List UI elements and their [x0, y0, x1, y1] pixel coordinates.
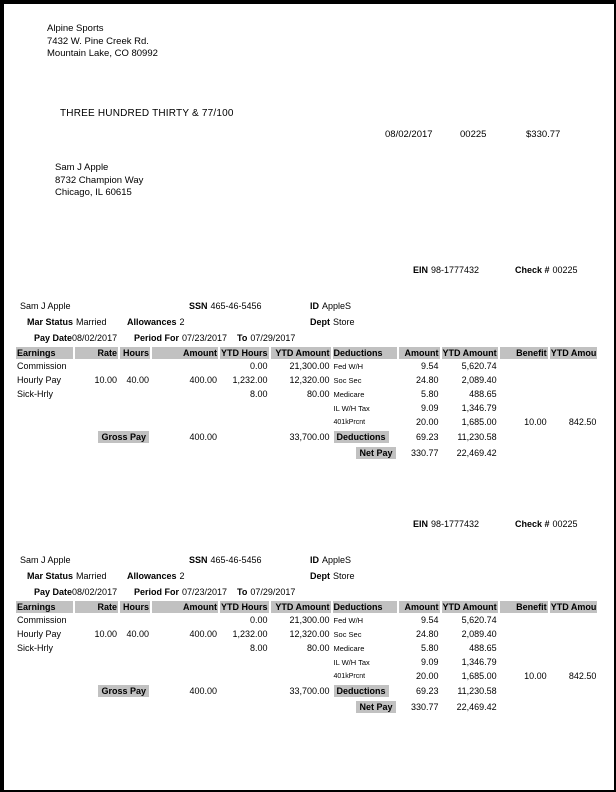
- cell-ytd-hours: [220, 415, 269, 429]
- ein-group: [413, 265, 479, 275]
- pay-date-value: 08/02/2017: [72, 333, 118, 343]
- cell-hours: 40.00: [126, 629, 149, 639]
- company-address-line2: Mountain Lake, CO 80992: [47, 48, 158, 59]
- cell-deduction: Fed W/H: [333, 615, 364, 625]
- header-ytd-amou: YTD Amou: [550, 602, 597, 612]
- cell-hours: [120, 387, 150, 401]
- cell-amount: [152, 613, 218, 627]
- cell-ytd-hours: 1,232.00: [232, 375, 268, 385]
- header-deductions: Deductions: [333, 601, 397, 613]
- cell-amount: [152, 655, 218, 669]
- earnings-deductions-table: [14, 601, 599, 715]
- gross-pay-row: [16, 683, 597, 699]
- pay-stub-bottom: [4, 509, 614, 741]
- header-rate: Rate: [75, 347, 118, 359]
- payee-address-line2: Chicago, IL 60615: [55, 187, 132, 198]
- cell-ded-amount: 9.09: [420, 657, 439, 667]
- employee-id-label: ID: [310, 555, 319, 565]
- cell-hours: [120, 415, 150, 429]
- department-value: Store: [333, 571, 355, 581]
- cell-benefit: 10.00: [524, 417, 547, 427]
- deductions-total-label: Deductions: [334, 431, 389, 443]
- employee-id-label: ID: [310, 301, 319, 311]
- cell-ytd-amount: [271, 655, 331, 669]
- cell-benefit: [500, 655, 548, 669]
- cell-ded-ytd: 5,620.74: [461, 615, 497, 625]
- cell-rate: 10.00: [94, 375, 117, 385]
- marital-status-value: Married: [76, 317, 107, 327]
- cell-ytd-hours: [220, 669, 269, 683]
- period-end-value: 07/29/2017: [250, 333, 296, 343]
- check-amount: $330.77: [526, 129, 561, 140]
- cell-amount: [152, 641, 218, 655]
- cell-ded-amount: 9.09: [420, 403, 439, 413]
- marital-status-label: Mar Status: [27, 317, 74, 327]
- gross-pay-cell: [75, 429, 150, 445]
- cell-deduction: Fed W/H: [333, 361, 364, 371]
- cell-amount: [152, 387, 218, 401]
- net-pay-row: [16, 445, 597, 461]
- allowances-group: [127, 571, 185, 581]
- table-row: [16, 613, 597, 627]
- cell-earnings: [16, 669, 73, 683]
- cell-benefit: [500, 387, 548, 401]
- net-pay-amount: 330.77: [410, 702, 439, 712]
- gross-pay-label: Gross Pay: [98, 431, 149, 443]
- cell-ded-ytd: 1,346.79: [461, 403, 497, 413]
- gross-amount: 400.00: [189, 432, 217, 442]
- cell-hours: [120, 669, 150, 683]
- payee-address-line1: 8732 Champion Way: [55, 174, 144, 186]
- allowances-group: [127, 317, 185, 327]
- period-to-group: [237, 587, 295, 597]
- period-end-value: 07/29/2017: [250, 587, 296, 597]
- earnings-deductions-table: [14, 347, 599, 461]
- cell-hours: [120, 641, 150, 655]
- cell-ded-amount: 20.00: [415, 671, 439, 681]
- header-hours: Hours: [120, 347, 150, 359]
- cell-benefit-ytd: [550, 655, 598, 669]
- cell-rate: [75, 655, 118, 669]
- gross-ytd-amount: 33,700.00: [289, 686, 330, 696]
- header-amount: Amount: [152, 347, 218, 359]
- cell-ytd-hours: [220, 401, 269, 415]
- net-pay-cell: [333, 445, 397, 461]
- table-row: [16, 387, 597, 401]
- department-value: Store: [333, 317, 355, 327]
- cell-ytd-hours: [220, 655, 269, 669]
- pay-date-label: Pay Date: [34, 333, 73, 343]
- cell-deduction: Medicare: [333, 643, 365, 653]
- table-row: [16, 655, 597, 669]
- department-label: Dept: [310, 571, 330, 581]
- net-pay-ytd: 22,469.42: [456, 448, 497, 458]
- table-row: [16, 627, 597, 641]
- cell-earnings: Commission: [17, 361, 67, 371]
- employee-id-value: AppleS: [322, 301, 352, 311]
- marital-status-label: Mar Status: [27, 571, 74, 581]
- header-amount: Amount: [152, 601, 218, 613]
- deductions-total-ytd: 11,230.58: [457, 432, 497, 442]
- employee-name: Sam J Apple: [20, 301, 71, 311]
- company-address-line1: 7432 W. Pine Creek Rd.: [47, 35, 149, 47]
- employee-id-group: [310, 555, 351, 565]
- table-row: [16, 669, 597, 683]
- cell-rate: [75, 401, 118, 415]
- cell-benefit-ytd: [550, 627, 598, 641]
- cell-ded-ytd: 488.65: [469, 389, 497, 399]
- cell-benefit: [500, 401, 548, 415]
- pay-date-group: [34, 333, 117, 343]
- ssn-value: 465-46-5456: [210, 555, 262, 565]
- cell-ded-ytd: 1,685.00: [461, 671, 497, 681]
- cell-ded-ytd: 2,089.40: [461, 375, 497, 385]
- cell-ytd-amount: 21,300.00: [289, 615, 330, 625]
- header-rate: Rate: [75, 601, 118, 613]
- header-hours: Hours: [120, 601, 150, 613]
- cell-ytd-hours: 0.00: [249, 361, 268, 371]
- cell-amount: [152, 359, 218, 373]
- header-earnings: Earnings: [16, 601, 73, 613]
- cell-earnings: [16, 401, 73, 415]
- period-for-label: Period For: [134, 333, 180, 343]
- cell-benefit: [500, 627, 548, 641]
- gross-pay-cell: [75, 683, 150, 699]
- cell-ded-ytd: 5,620.74: [461, 361, 497, 371]
- period-for-group: [134, 587, 227, 597]
- cell-ytd-amount: 21,300.00: [289, 361, 330, 371]
- deductions-total-amount: 69.23: [415, 432, 439, 442]
- cell-ytd-amount: [271, 401, 331, 415]
- cell-earnings: [16, 655, 73, 669]
- cell-benefit: [500, 641, 548, 655]
- department-label: Dept: [310, 317, 330, 327]
- ssn-label: SSN: [189, 555, 208, 565]
- cell-ytd-amount: 80.00: [306, 389, 330, 399]
- table-row: [16, 415, 597, 429]
- deductions-total-cell: [333, 429, 397, 445]
- gross-pay-label: Gross Pay: [98, 685, 149, 697]
- cell-ded-amount: 20.00: [415, 417, 439, 427]
- department-group: [310, 317, 355, 327]
- cell-ded-ytd: 1,346.79: [461, 657, 497, 667]
- cell-benefit-ytd: [550, 373, 598, 387]
- period-to-label: To: [237, 587, 248, 597]
- cell-benefit: [500, 613, 548, 627]
- cell-deduction: IL W/H Tax: [333, 657, 370, 667]
- company-address-block: [47, 23, 158, 61]
- period-start-value: 07/23/2017: [182, 333, 228, 343]
- ein-label: EIN: [413, 519, 429, 529]
- check-number-label: Check #: [515, 265, 550, 275]
- deductions-total-label: Deductions: [334, 685, 389, 697]
- net-pay-row: [16, 699, 597, 715]
- net-pay-amount: 330.77: [410, 448, 439, 458]
- check-number-value: 00225: [552, 265, 578, 275]
- employee-id-group: [310, 301, 351, 311]
- period-to-group: [237, 333, 295, 343]
- table-row: [16, 641, 597, 655]
- header-ded-amount: Amount: [399, 347, 440, 359]
- net-pay-label: Net Pay: [356, 701, 395, 713]
- cell-benefit: [500, 359, 548, 373]
- ssn-label: SSN: [189, 301, 208, 311]
- cell-earnings: Hourly Pay: [17, 375, 62, 385]
- check-number-group: [515, 519, 578, 529]
- table-header-row: [16, 601, 597, 613]
- cell-ded-amount: 5.80: [420, 389, 439, 399]
- header-ytd-amou: YTD Amou: [550, 348, 597, 358]
- cell-amount: 400.00: [189, 375, 217, 385]
- employee-id-value: AppleS: [322, 555, 352, 565]
- header-benefit: Benefit: [500, 347, 548, 359]
- cell-deduction: Soc Sec: [333, 629, 362, 639]
- check-number: 00225: [460, 129, 487, 140]
- amount-in-words: THREE HUNDRED THIRTY & 77/100: [60, 108, 234, 119]
- cell-rate: [75, 613, 118, 627]
- cell-ded-amount: 24.80: [415, 629, 439, 639]
- allowances-label: Allowances: [127, 571, 177, 581]
- pay-date-group: [34, 587, 117, 597]
- allowances-value: 2: [179, 317, 185, 327]
- header-ded-ytd-amount: YTD Amount: [442, 348, 497, 358]
- gross-pay-row: [16, 429, 597, 445]
- cell-benefit-ytd: [550, 387, 598, 401]
- check-number-value: 00225: [552, 519, 578, 529]
- cell-benefit-ytd: [550, 613, 598, 627]
- allowances-value: 2: [179, 571, 185, 581]
- cell-ded-ytd: 1,685.00: [461, 417, 497, 427]
- period-to-label: To: [237, 333, 248, 343]
- cell-benefit: [500, 373, 548, 387]
- cell-hours: [120, 401, 150, 415]
- check-number-label: Check #: [515, 519, 550, 529]
- gross-amount: 400.00: [189, 686, 217, 696]
- cell-amount: [152, 415, 218, 429]
- cell-deduction: Medicare: [333, 389, 365, 399]
- cell-deduction: 401kPrcnt: [333, 672, 366, 680]
- table-row: [16, 373, 597, 387]
- cell-ytd-amount: [271, 669, 331, 683]
- period-start-value: 07/23/2017: [182, 587, 228, 597]
- deductions-total-ytd: 11,230.58: [457, 686, 497, 696]
- cell-ytd-hours: 8.00: [249, 643, 268, 653]
- ein-group: [413, 519, 479, 529]
- marital-status-group: [27, 571, 107, 581]
- allowances-label: Allowances: [127, 317, 177, 327]
- cell-deduction: IL W/H Tax: [333, 403, 370, 413]
- cell-rate: [75, 415, 118, 429]
- cell-amount: [152, 401, 218, 415]
- cell-ded-ytd: 488.65: [469, 643, 497, 653]
- header-earnings: Earnings: [16, 347, 73, 359]
- header-ded-ytd-amount: YTD Amount: [442, 602, 497, 612]
- net-pay-label: Net Pay: [356, 447, 395, 459]
- cell-deduction: 401kPrcnt: [333, 418, 366, 426]
- department-group: [310, 571, 355, 581]
- cell-ytd-hours: 1,232.00: [232, 629, 268, 639]
- cell-earnings: Sick-Hrly: [17, 643, 53, 653]
- cell-rate: 10.00: [94, 629, 117, 639]
- period-for-group: [134, 333, 227, 343]
- deductions-total-amount: 69.23: [415, 686, 439, 696]
- cell-earnings: [16, 415, 73, 429]
- header-deductions: Deductions: [333, 347, 397, 359]
- ssn-group: [189, 301, 262, 311]
- pay-date-value: 08/02/2017: [72, 587, 118, 597]
- net-pay-ytd: 22,469.42: [456, 702, 497, 712]
- cell-hours: [120, 613, 150, 627]
- cell-hours: [120, 359, 150, 373]
- ein-label: EIN: [413, 265, 429, 275]
- table-header-row: [16, 347, 597, 359]
- cell-benefit-ytd: [550, 359, 598, 373]
- employee-name: Sam J Apple: [20, 555, 71, 565]
- header-ded-amount: Amount: [399, 601, 440, 613]
- cell-amount: [152, 669, 218, 683]
- period-for-label: Period For: [134, 587, 180, 597]
- ein-value: 98-1777432: [431, 519, 480, 529]
- marital-status-value: Married: [76, 571, 107, 581]
- cell-ded-amount: 9.54: [420, 615, 439, 625]
- cell-ytd-amount: 12,320.00: [289, 629, 330, 639]
- cell-earnings: Commission: [17, 615, 67, 625]
- cell-rate: [75, 641, 118, 655]
- check-number-group: [515, 265, 578, 275]
- cell-benefit-ytd: [550, 641, 598, 655]
- cell-ded-ytd: 2,089.40: [461, 629, 497, 639]
- cell-ytd-amount: [271, 415, 331, 429]
- cell-rate: [75, 387, 118, 401]
- gross-ytd-amount: 33,700.00: [289, 432, 330, 442]
- cell-hours: [120, 655, 150, 669]
- header-ytd-amount: YTD Amount: [271, 347, 331, 359]
- header-ytd-amount: YTD Amount: [271, 601, 331, 613]
- cell-benefit-ytd: 842.50: [568, 671, 597, 681]
- table-row: [16, 401, 597, 415]
- pay-stub-top: [4, 255, 614, 487]
- cell-rate: [75, 359, 118, 373]
- pay-date-label: Pay Date: [34, 587, 73, 597]
- header-benefit: Benefit: [500, 601, 548, 613]
- cell-amount: 400.00: [189, 629, 217, 639]
- cell-benefit-ytd: [550, 401, 598, 415]
- payee-name: Sam J Apple: [55, 162, 109, 173]
- cell-ded-amount: 5.80: [420, 643, 439, 653]
- company-name: Alpine Sports: [47, 23, 104, 34]
- cell-ytd-hours: 0.00: [249, 615, 268, 625]
- cell-earnings: Hourly Pay: [17, 629, 62, 639]
- cell-benefit-ytd: 842.50: [568, 417, 597, 427]
- cell-ytd-hours: 8.00: [249, 389, 268, 399]
- header-ytd-hours: YTD Hours: [221, 348, 268, 358]
- ein-value: 98-1777432: [431, 265, 480, 275]
- cell-rate: [75, 669, 118, 683]
- cell-ytd-amount: 80.00: [306, 643, 330, 653]
- table-row: [16, 359, 597, 373]
- payee-address-block: [55, 162, 143, 200]
- cell-ytd-amount: 12,320.00: [289, 375, 330, 385]
- cell-ded-amount: 24.80: [415, 375, 439, 385]
- cell-benefit: 10.00: [524, 671, 547, 681]
- deductions-total-cell: [333, 683, 397, 699]
- cell-earnings: Sick-Hrly: [17, 389, 53, 399]
- header-ytd-hours: YTD Hours: [221, 602, 268, 612]
- ssn-group: [189, 555, 262, 565]
- cell-deduction: Soc Sec: [333, 375, 362, 385]
- marital-status-group: [27, 317, 107, 327]
- cell-ded-amount: 9.54: [420, 361, 439, 371]
- ssn-value: 465-46-5456: [210, 301, 262, 311]
- cell-hours: 40.00: [126, 375, 149, 385]
- net-pay-cell: [333, 699, 397, 715]
- check-date: 08/02/2017: [385, 129, 433, 140]
